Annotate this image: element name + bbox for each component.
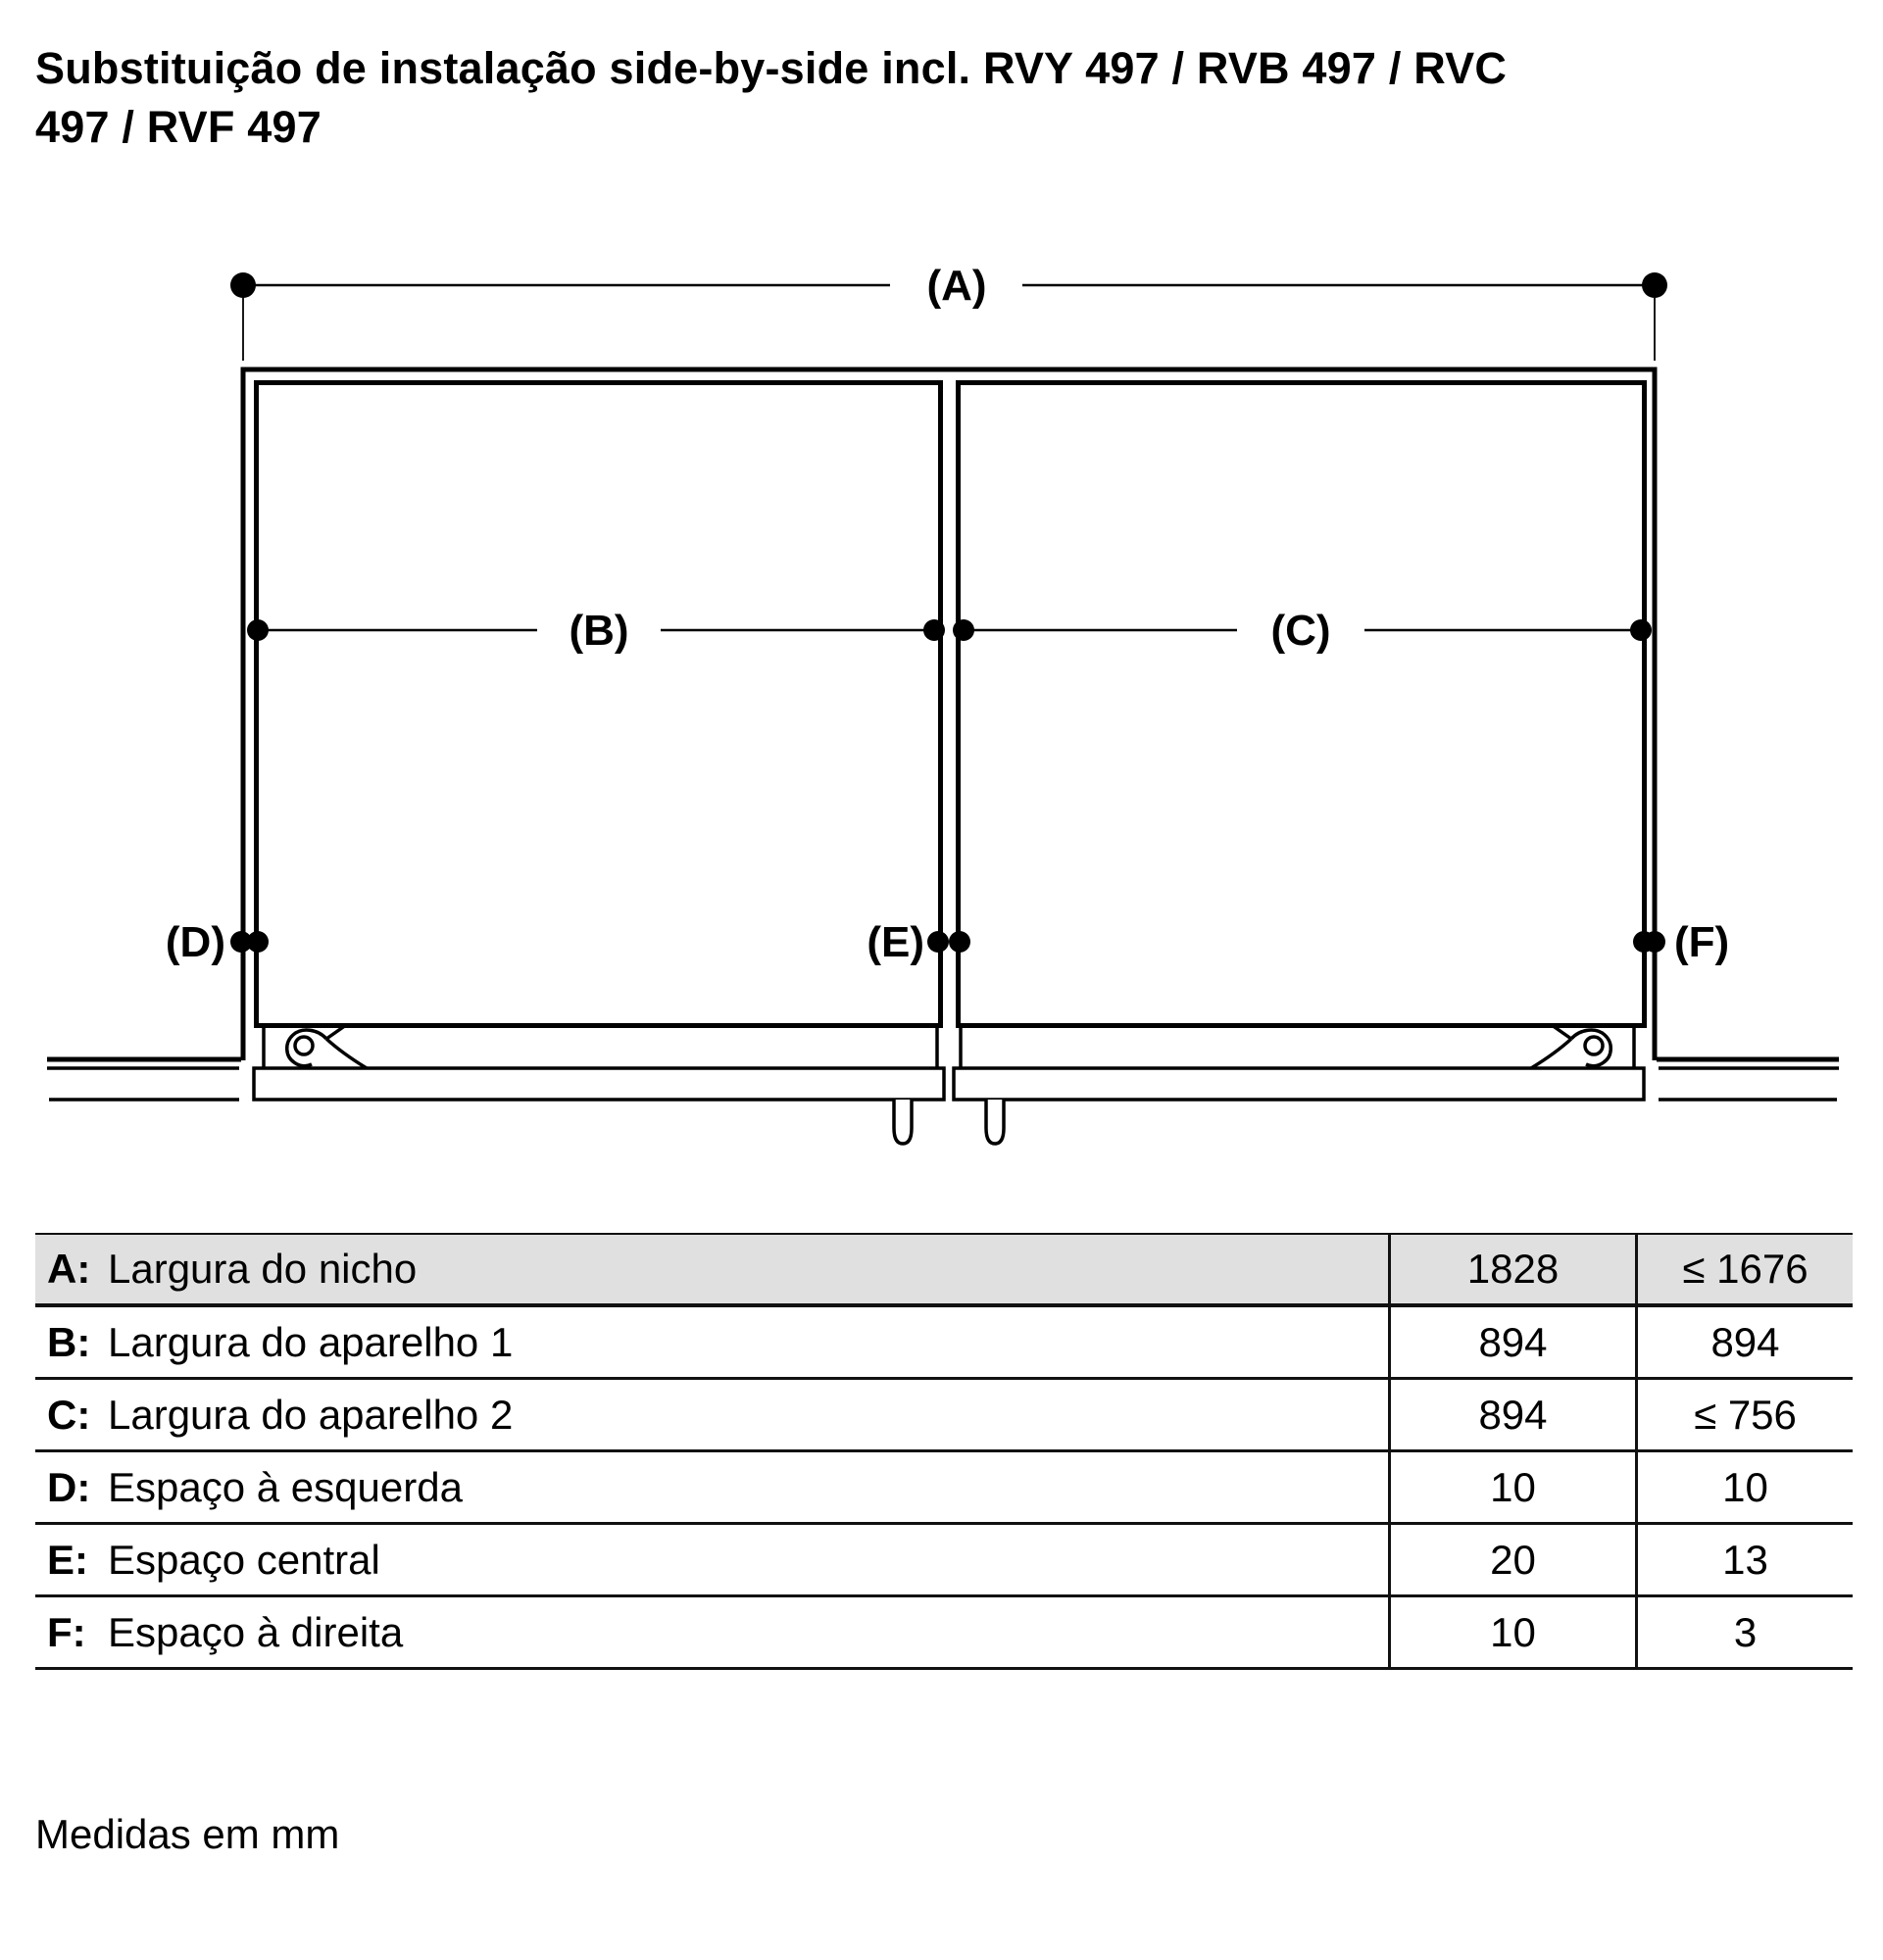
row-letter: E:	[47, 1536, 88, 1583]
row-label: Largura do aparelho 2	[108, 1391, 514, 1438]
floor-right	[1657, 1059, 1839, 1100]
installation-diagram	[0, 196, 1883, 1215]
row-label: Espaço central	[108, 1536, 380, 1583]
row-value-1: 894	[1388, 1380, 1635, 1449]
row-value-1: 10	[1388, 1452, 1635, 1522]
row-label: Espaço à direita	[108, 1608, 404, 1655]
dim-f-dot-2	[1644, 931, 1665, 953]
dim-c-dot-right	[1630, 619, 1652, 641]
appliance-1-base	[254, 1025, 944, 1144]
label-b: (B)	[569, 607, 629, 655]
appliance-2-leveling-foot	[1585, 1037, 1603, 1054]
dim-a-dot-left	[230, 272, 256, 298]
table-row	[35, 1307, 1853, 1380]
appliance-1-leveling-foot	[295, 1037, 313, 1054]
row-value-1: 10	[1388, 1597, 1635, 1667]
label-c: (C)	[1270, 607, 1331, 655]
row-value-1: 894	[1388, 1307, 1635, 1377]
table-row	[35, 1235, 1853, 1307]
row-letter: A:	[47, 1246, 91, 1292]
appliance-1-foot-pin	[894, 1100, 912, 1144]
row-value-2: 10	[1635, 1452, 1853, 1522]
label-e: (E)	[867, 918, 924, 966]
page-title: Substituição de instalação side-by-side incl. RVY 497 / RVB 497 / RVC 497 / RVF 497	[35, 43, 1508, 152]
units-note: Medidas em mm	[35, 1811, 340, 1857]
table-row	[35, 1380, 1853, 1452]
row-label: Espaço à esquerda	[108, 1463, 463, 1510]
row-value-1: 20	[1388, 1525, 1635, 1594]
row-label: Largura do nicho	[108, 1246, 418, 1292]
dim-b-dot-right	[923, 619, 945, 641]
table-row	[35, 1597, 1853, 1670]
label-a: (A)	[926, 262, 987, 310]
table-row	[35, 1452, 1853, 1525]
row-value-2: 3	[1635, 1597, 1853, 1667]
appliance-1-box	[257, 383, 941, 1026]
niche-outline	[243, 369, 1655, 1060]
appliance-2-foot-pin	[986, 1100, 1004, 1144]
dim-b-dot-left	[247, 619, 269, 641]
dim-e-dot-1	[927, 931, 949, 953]
row-letter: B:	[47, 1318, 91, 1365]
appliance-2-box	[959, 383, 1645, 1026]
dim-c-dot-left	[953, 619, 974, 641]
label-f: (F)	[1674, 918, 1730, 966]
dim-e-dot-2	[949, 931, 970, 953]
row-letter: C:	[47, 1391, 91, 1438]
row-value-1: 1828	[1388, 1235, 1635, 1303]
dim-a-dot-right	[1642, 272, 1667, 298]
row-value-2: 894	[1635, 1307, 1853, 1377]
row-value-2: ≤ 1676	[1635, 1235, 1853, 1303]
installation-diagram-svg	[0, 196, 1883, 1215]
row-value-2: 13	[1635, 1525, 1853, 1594]
label-d: (D)	[165, 918, 225, 966]
row-label: Largura do aparelho 1	[108, 1318, 514, 1365]
floor-left	[47, 1059, 241, 1100]
appliance-2-base	[954, 1025, 1644, 1144]
row-value-2: ≤ 756	[1635, 1380, 1853, 1449]
dimensions-table	[35, 1233, 1853, 1670]
dim-d-dot-2	[247, 931, 269, 953]
row-letter: D:	[47, 1463, 91, 1510]
row-letter: F:	[47, 1608, 86, 1655]
table-row	[35, 1525, 1853, 1597]
